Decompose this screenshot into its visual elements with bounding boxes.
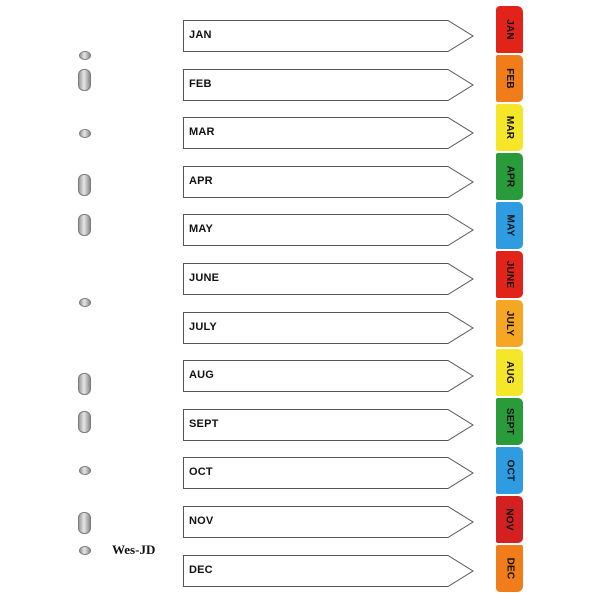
punch-hole <box>78 411 91 433</box>
arrow-label-jan <box>183 20 475 52</box>
tab-jan[interactable] <box>496 6 523 53</box>
arrow-label-text: APR <box>189 175 213 187</box>
tab-label: MAR <box>504 115 515 140</box>
tab-july[interactable] <box>496 300 523 347</box>
tab-apr[interactable] <box>496 153 523 200</box>
tab-nov[interactable] <box>496 496 523 543</box>
punch-hole <box>78 512 91 534</box>
arrow-outline <box>183 506 475 538</box>
arrow-outline <box>183 117 475 149</box>
arrow-label-apr <box>183 166 475 198</box>
tab-label: DEC <box>504 557 515 580</box>
tab-label: SEPT <box>503 408 515 435</box>
arrow-label-text: AUG <box>189 369 215 381</box>
arrow-outline <box>183 20 475 52</box>
punch-hole <box>79 51 91 60</box>
arrow-label-feb <box>183 69 475 101</box>
punch-hole <box>79 546 91 555</box>
tab-aug[interactable] <box>496 349 523 396</box>
arrow-label-text: FEB <box>189 78 212 90</box>
arrow-label-text: DEC <box>189 564 213 576</box>
tab-label: JAN <box>503 19 515 40</box>
punch-hole <box>79 466 91 475</box>
arrow-outline <box>183 360 475 392</box>
arrow-label-sept <box>183 409 475 441</box>
tab-feb[interactable] <box>496 55 523 102</box>
arrow-label-text: SEPT <box>189 418 219 430</box>
punch-hole <box>78 373 91 395</box>
punched-hole-strip <box>0 0 180 600</box>
tab-dec[interactable] <box>496 545 523 592</box>
tab-label: JULY <box>503 310 515 337</box>
arrow-label-aug <box>183 360 475 392</box>
arrow-label-june <box>183 263 475 295</box>
arrow-label-may <box>183 214 475 246</box>
arrow-label-text: JAN <box>189 29 212 41</box>
tab-label: APR <box>504 165 515 188</box>
tab-label: AUG <box>503 361 515 384</box>
arrow-label-nov <box>183 506 475 538</box>
tab-label: JUNE <box>504 260 516 289</box>
tab-label: OCT <box>504 459 515 482</box>
arrow-outline <box>183 69 475 101</box>
punch-hole <box>78 174 91 196</box>
tab-label: MAY <box>504 214 515 237</box>
tab-mar[interactable] <box>496 104 523 151</box>
arrow-label-text: JUNE <box>189 272 220 284</box>
arrow-label-mar <box>183 117 475 149</box>
arrow-outline <box>183 409 475 441</box>
arrow-label-text: MAR <box>189 126 215 138</box>
arrow-outline <box>183 263 475 295</box>
arrow-label-dec <box>183 555 475 587</box>
arrow-outline <box>183 457 475 489</box>
punch-hole <box>79 129 91 138</box>
arrow-label-text: JULY <box>189 321 217 333</box>
arrow-label-july <box>183 312 475 344</box>
arrow-label-oct <box>183 457 475 489</box>
arrow-label-text: NOV <box>189 515 214 527</box>
tab-label: NOV <box>504 508 515 531</box>
arrow-outline <box>183 214 475 246</box>
tab-sept[interactable] <box>496 398 523 445</box>
punch-hole <box>78 214 91 236</box>
tab-june[interactable] <box>496 251 523 298</box>
tab-may[interactable] <box>496 202 523 249</box>
arrow-label-text: MAY <box>189 223 214 235</box>
punch-hole <box>79 298 91 307</box>
tab-label: FEB <box>503 68 515 89</box>
arrow-outline <box>183 166 475 198</box>
punch-hole <box>78 69 91 91</box>
tab-oct[interactable] <box>496 447 523 494</box>
watermark-text: Wes-JD <box>112 542 156 557</box>
arrow-label-text: OCT <box>189 466 213 478</box>
arrow-outline <box>183 555 475 587</box>
arrow-outline <box>183 312 475 344</box>
